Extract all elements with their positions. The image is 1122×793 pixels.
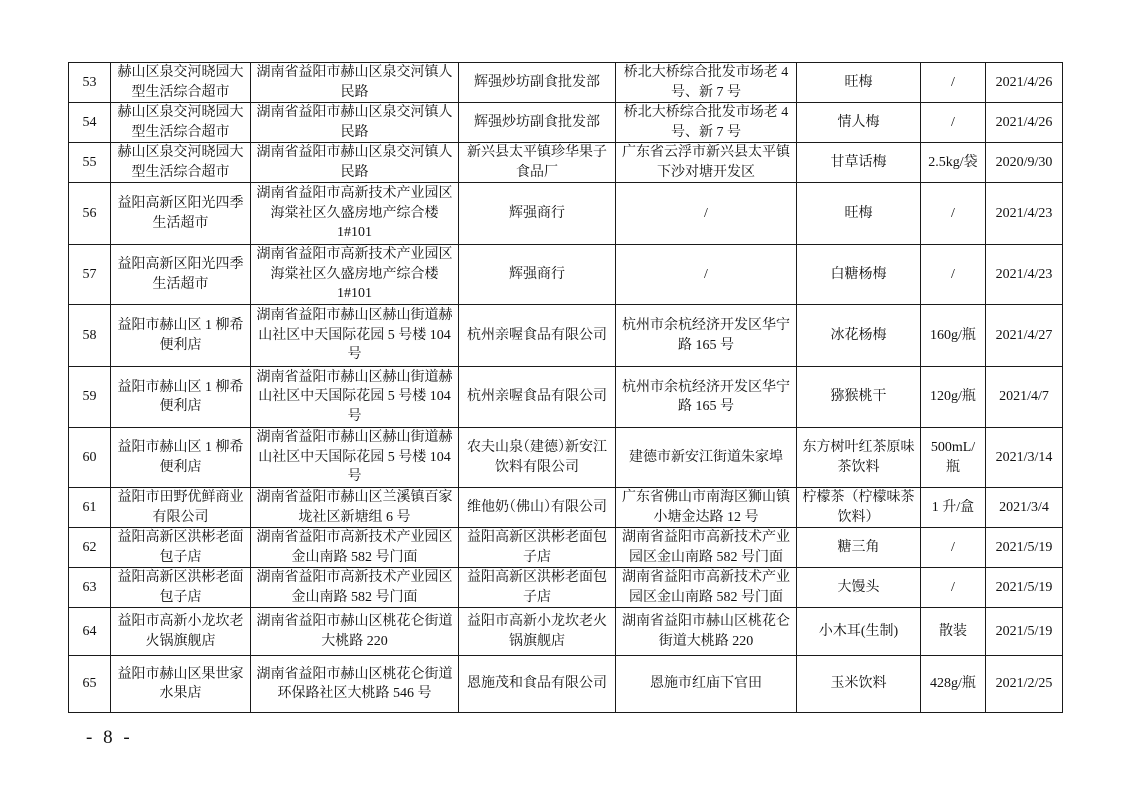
page-number: - 8 - xyxy=(86,727,133,748)
cell-store-name: 赫山区泉交河晓园大型生活综合超市 xyxy=(111,143,251,183)
table-row xyxy=(69,568,1063,608)
cell-specification: / xyxy=(921,568,986,608)
cell-production-date: 2021/2/25 xyxy=(986,656,1063,713)
cell-store-name: 益阳市田野优鲜商业有限公司 xyxy=(111,488,251,528)
cell-store-name: 益阳高新区阳光四季生活超市 xyxy=(111,183,251,245)
cell-number: 61 xyxy=(69,488,111,528)
sample-table xyxy=(68,62,1063,713)
table-row xyxy=(69,528,1063,568)
cell-specification: 160g/瓶 xyxy=(921,305,986,367)
cell-production-date: 2021/4/7 xyxy=(986,367,1063,428)
table-row xyxy=(69,608,1063,656)
cell-store-name: 益阳市赫山区果世家水果店 xyxy=(111,656,251,713)
cell-production-date: 2021/5/19 xyxy=(986,568,1063,608)
cell-production-date: 2021/4/27 xyxy=(986,305,1063,367)
cell-store-name: 赫山区泉交河晓园大型生活综合超市 xyxy=(111,63,251,103)
cell-specification: / xyxy=(921,245,986,305)
cell-store-address: 湖南省益阳市赫山区泉交河镇人民路 xyxy=(251,63,459,103)
cell-specification: 1 升/盒 xyxy=(921,488,986,528)
cell-specification: 散装 xyxy=(921,608,986,656)
cell-producer-address: 杭州市余杭经济开发区华宁路 165 号 xyxy=(616,367,797,428)
cell-number: 59 xyxy=(69,367,111,428)
cell-production-date: 2021/3/14 xyxy=(986,428,1063,488)
cell-product-name: 白糖杨梅 xyxy=(797,245,921,305)
cell-store-address: 湖南省益阳市高新技术产业园区金山南路 582 号门面 xyxy=(251,568,459,608)
cell-store-name: 益阳市高新小龙坎老火锅旗舰店 xyxy=(111,608,251,656)
cell-producer-address: 桥北大桥综合批发市场老 4 号、新 7 号 xyxy=(616,103,797,143)
cell-product-name: 甘草话梅 xyxy=(797,143,921,183)
table-row xyxy=(69,183,1063,245)
cell-store-name: 益阳市赫山区 1 柳希便利店 xyxy=(111,428,251,488)
cell-number: 64 xyxy=(69,608,111,656)
cell-number: 62 xyxy=(69,528,111,568)
cell-producer-address: 桥北大桥综合批发市场老 4 号、新 7 号 xyxy=(616,63,797,103)
cell-store-address: 湖南省益阳市高新技术产业园区金山南路 582 号门面 xyxy=(251,528,459,568)
table-row xyxy=(69,245,1063,305)
cell-producer-address: 建德市新安江街道朱家埠 xyxy=(616,428,797,488)
cell-production-date: 2021/5/19 xyxy=(986,528,1063,568)
cell-producer: 辉强炒坊副食批发部 xyxy=(459,103,616,143)
cell-store-address: 湖南省益阳市高新技术产业园区海棠社区久盛房地产综合楼 1#101 xyxy=(251,245,459,305)
cell-product-name: 情人梅 xyxy=(797,103,921,143)
cell-producer: 辉强商行 xyxy=(459,183,616,245)
cell-number: 56 xyxy=(69,183,111,245)
cell-product-name: 旺梅 xyxy=(797,183,921,245)
cell-producer: 益阳高新区洪彬老面包子店 xyxy=(459,568,616,608)
cell-store-name: 益阳高新区阳光四季生活超市 xyxy=(111,245,251,305)
table-row xyxy=(69,656,1063,713)
cell-specification: / xyxy=(921,528,986,568)
cell-product-name: 柠檬茶（柠檬味茶饮料） xyxy=(797,488,921,528)
cell-producer: 杭州亲喔食品有限公司 xyxy=(459,305,616,367)
cell-product-name: 玉米饮料 xyxy=(797,656,921,713)
cell-product-name: 糖三角 xyxy=(797,528,921,568)
cell-producer-address: / xyxy=(616,183,797,245)
cell-producer-address: 湖南省益阳市高新技术产业园区金山南路 582 号门面 xyxy=(616,568,797,608)
cell-number: 65 xyxy=(69,656,111,713)
cell-producer: 益阳市高新小龙坎老火锅旗舰店 xyxy=(459,608,616,656)
cell-producer: 辉强炒坊副食批发部 xyxy=(459,63,616,103)
cell-specification: / xyxy=(921,103,986,143)
cell-number: 63 xyxy=(69,568,111,608)
cell-store-address: 湖南省益阳市赫山区赫山街道赫山社区中天国际花园 5 号楼 104 号 xyxy=(251,367,459,428)
cell-production-date: 2021/4/23 xyxy=(986,245,1063,305)
cell-number: 60 xyxy=(69,428,111,488)
cell-specification: 120g/瓶 xyxy=(921,367,986,428)
cell-product-name: 旺梅 xyxy=(797,63,921,103)
cell-store-address: 湖南省益阳市赫山区赫山街道赫山社区中天国际花园 5 号楼 104 号 xyxy=(251,428,459,488)
table-row xyxy=(69,143,1063,183)
cell-production-date: 2021/5/19 xyxy=(986,608,1063,656)
cell-number: 53 xyxy=(69,63,111,103)
cell-store-address: 湖南省益阳市赫山区桃花仑街道大桃路 220 xyxy=(251,608,459,656)
cell-production-date: 2021/4/23 xyxy=(986,183,1063,245)
cell-store-name: 益阳市赫山区 1 柳希便利店 xyxy=(111,367,251,428)
cell-producer-address: 杭州市余杭经济开发区华宁路 165 号 xyxy=(616,305,797,367)
cell-store-name: 益阳市赫山区 1 柳希便利店 xyxy=(111,305,251,367)
cell-store-address: 湖南省益阳市赫山区桃花仑街道环保路社区大桃路 546 号 xyxy=(251,656,459,713)
cell-product-name: 猕猴桃干 xyxy=(797,367,921,428)
cell-producer-address: / xyxy=(616,245,797,305)
table-body xyxy=(69,63,1063,713)
cell-producer: 农夫山泉（建德）新安江饮料有限公司 xyxy=(459,428,616,488)
table-row xyxy=(69,103,1063,143)
cell-producer: 新兴县太平镇珍华果子食品厂 xyxy=(459,143,616,183)
cell-specification: 2.5kg/袋 xyxy=(921,143,986,183)
cell-producer: 益阳高新区洪彬老面包子店 xyxy=(459,528,616,568)
table-row xyxy=(69,428,1063,488)
cell-store-name: 益阳高新区洪彬老面包子店 xyxy=(111,568,251,608)
cell-specification: / xyxy=(921,63,986,103)
cell-specification: 500mL/瓶 xyxy=(921,428,986,488)
cell-product-name: 东方树叶红茶原味茶饮料 xyxy=(797,428,921,488)
cell-store-address: 湖南省益阳市赫山区泉交河镇人民路 xyxy=(251,103,459,143)
cell-producer: 杭州亲喔食品有限公司 xyxy=(459,367,616,428)
cell-producer: 辉强商行 xyxy=(459,245,616,305)
cell-producer-address: 湖南省益阳市赫山区桃花仑街道大桃路 220 xyxy=(616,608,797,656)
cell-producer-address: 广东省云浮市新兴县太平镇下沙对塘开发区 xyxy=(616,143,797,183)
cell-store-address: 湖南省益阳市高新技术产业园区海棠社区久盛房地产综合楼 1#101 xyxy=(251,183,459,245)
table-row xyxy=(69,488,1063,528)
cell-store-address: 湖南省益阳市赫山区泉交河镇人民路 xyxy=(251,143,459,183)
table-row xyxy=(69,305,1063,367)
cell-number: 58 xyxy=(69,305,111,367)
cell-product-name: 大馒头 xyxy=(797,568,921,608)
cell-store-name: 赫山区泉交河晓园大型生活综合超市 xyxy=(111,103,251,143)
cell-producer-address: 湖南省益阳市高新技术产业园区金山南路 582 号门面 xyxy=(616,528,797,568)
cell-producer-address: 恩施市红庙下官田 xyxy=(616,656,797,713)
cell-product-name: 冰花杨梅 xyxy=(797,305,921,367)
cell-specification: / xyxy=(921,183,986,245)
cell-specification: 428g/瓶 xyxy=(921,656,986,713)
cell-store-name: 益阳高新区洪彬老面包子店 xyxy=(111,528,251,568)
cell-producer: 恩施茂和食品有限公司 xyxy=(459,656,616,713)
table-row xyxy=(69,63,1063,103)
cell-number: 54 xyxy=(69,103,111,143)
cell-production-date: 2021/4/26 xyxy=(986,63,1063,103)
table-row xyxy=(69,367,1063,428)
cell-product-name: 小木耳(生制) xyxy=(797,608,921,656)
cell-number: 55 xyxy=(69,143,111,183)
cell-production-date: 2021/4/26 xyxy=(986,103,1063,143)
cell-store-address: 湖南省益阳市赫山区兰溪镇百家垅社区新塘组 6 号 xyxy=(251,488,459,528)
cell-production-date: 2020/9/30 xyxy=(986,143,1063,183)
cell-production-date: 2021/3/4 xyxy=(986,488,1063,528)
cell-producer: 维他奶（佛山）有限公司 xyxy=(459,488,616,528)
cell-store-address: 湖南省益阳市赫山区赫山街道赫山社区中天国际花园 5 号楼 104 号 xyxy=(251,305,459,367)
cell-producer-address: 广东省佛山市南海区狮山镇小塘金达路 12 号 xyxy=(616,488,797,528)
cell-number: 57 xyxy=(69,245,111,305)
